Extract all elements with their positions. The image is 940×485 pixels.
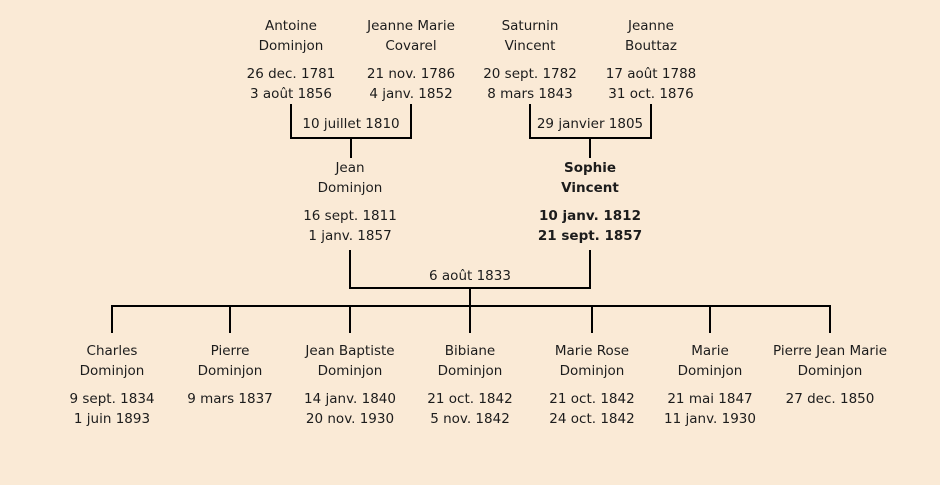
given-name: Saturnin [501, 18, 559, 34]
birth-date: 21 mai 1847 [667, 391, 753, 407]
surname: Dominjon [677, 363, 743, 379]
person-jean-dominjon [270, 158, 430, 246]
death-date: 21 sept. 1857 [537, 228, 643, 244]
given-name: Jean [335, 160, 365, 176]
marriage3-left-drop-line [349, 250, 351, 289]
surname: Dominjon [197, 363, 263, 379]
death-date: 4 janv. 1852 [369, 86, 453, 102]
death-date: 24 oct. 1842 [549, 411, 635, 427]
marriage2-descent-line [589, 139, 591, 158]
child2-drop-line [229, 305, 231, 333]
person-name [270, 158, 430, 198]
child7-drop-line [829, 305, 831, 333]
person-dates [571, 64, 731, 104]
death-date: 31 oct. 1876 [608, 86, 694, 102]
birth-date: 27 dec. 1850 [785, 391, 875, 407]
child5-drop-line [591, 305, 593, 333]
person-name [571, 16, 731, 56]
birth-date: 20 sept. 1782 [483, 66, 577, 82]
person-dates [510, 206, 670, 246]
death-date: 1 juin 1893 [73, 411, 151, 427]
child1-drop-line [111, 305, 113, 333]
given-name: Marie [691, 343, 729, 359]
surname: Dominjon [258, 38, 324, 54]
birth-date: 21 nov. 1786 [366, 66, 456, 82]
given-name: Marie Rose [554, 343, 630, 359]
given-name: Bibiane [444, 343, 496, 359]
person-jeanne-bouttaz [571, 16, 731, 104]
given-name: Pierre [210, 343, 250, 359]
birth-date: 9 mars 1837 [187, 391, 273, 407]
surname: Dominjon [79, 363, 145, 379]
surname: Dominjon [317, 363, 383, 379]
person-dates [750, 389, 910, 409]
death-date: 5 nov. 1842 [430, 411, 510, 427]
birth-date: 10 janv. 1812 [539, 208, 641, 224]
birth-date: 21 oct. 1842 [549, 391, 635, 407]
death-date: 11 janv. 1930 [664, 411, 756, 427]
given-name: Antoine [265, 18, 317, 34]
birth-date: 16 sept. 1811 [303, 208, 397, 224]
surname: Covarel [385, 38, 437, 54]
given-name: Jeanne [628, 18, 674, 34]
death-date: 20 nov. 1930 [305, 411, 395, 427]
given-name: Sophie [563, 160, 617, 176]
person-pierre-jean-marie-dominjon [750, 341, 910, 409]
birth-date: 17 août 1788 [605, 66, 697, 82]
given-name: Jean Baptiste [305, 343, 395, 359]
marriage3-date-label: 6 août 1833 [429, 268, 511, 284]
death-date: 1 janv. 1857 [308, 228, 392, 244]
marriage1-descent-line [350, 139, 352, 158]
surname: Vincent [504, 38, 556, 54]
child3-drop-line [349, 305, 351, 333]
birth-date: 21 oct. 1842 [427, 391, 513, 407]
surname: Vincent [561, 180, 619, 196]
birth-date: 14 janv. 1840 [304, 391, 396, 407]
marriage2-date-label: 29 janvier 1805 [536, 116, 644, 132]
surname: Dominjon [559, 363, 625, 379]
person-dates [270, 206, 430, 246]
given-name: Jeanne Marie [367, 18, 455, 34]
marriage1-date-label: 10 juillet 1810 [302, 116, 400, 132]
person-sophie-vincent [510, 158, 670, 246]
given-name: Charles [86, 343, 138, 359]
surname: Dominjon [797, 363, 863, 379]
surname: Bouttaz [624, 38, 678, 54]
surname: Dominjon [437, 363, 503, 379]
child6-drop-line [709, 305, 711, 333]
person-name [510, 158, 670, 198]
surname: Dominjon [317, 180, 383, 196]
person-name [750, 341, 910, 381]
sibling-bus-line [111, 305, 831, 307]
given-name: Pierre Jean Marie [773, 343, 887, 359]
child4-drop-line [469, 305, 471, 333]
death-date: 3 août 1856 [250, 86, 332, 102]
death-date: 8 mars 1843 [487, 86, 573, 102]
birth-date: 9 sept. 1834 [69, 391, 155, 407]
birth-date: 26 dec. 1781 [246, 66, 336, 82]
marriage3-right-drop-line [589, 250, 591, 289]
